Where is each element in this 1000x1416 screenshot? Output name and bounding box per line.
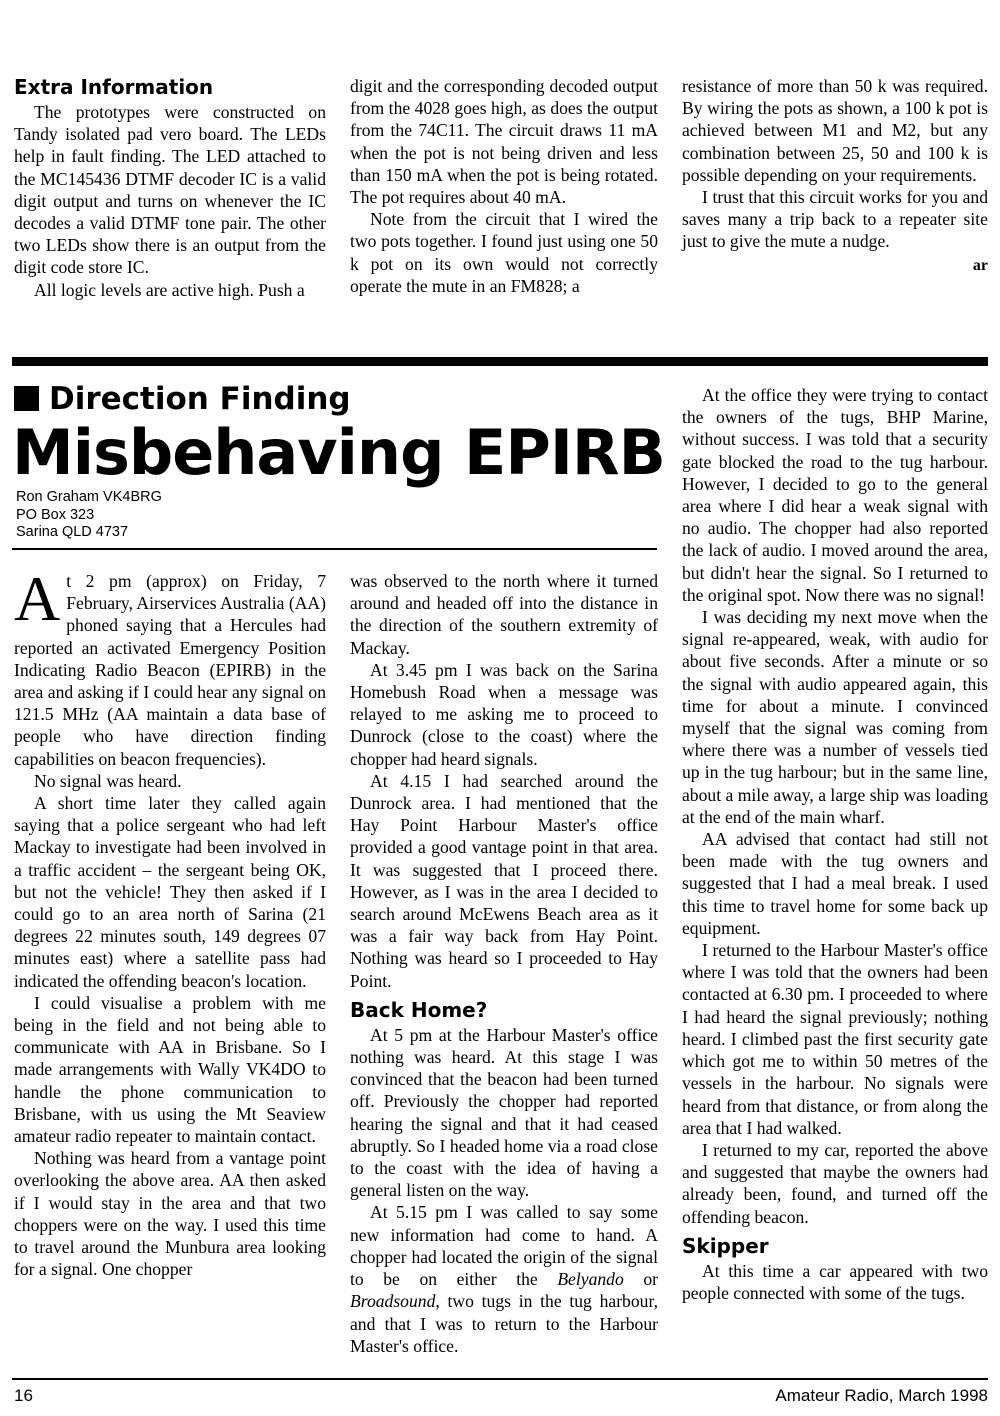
paragraph: All logic levels are active high. Push a: [34, 279, 305, 300]
paragraph: At 5 pm at the Harbour Master's office nothing was heard. At this stage I was convinced that the beacon had been turned off. Previously the chopper had reported hearing the signal and that it had ceased abruptly. So I headed home via a road close to the coast with the idea of having a general listen on the way.: [350, 1024, 658, 1201]
paragraph: I returned to my car, reported the above and suggested that maybe the owners had already been, found, and turned off the offending beacon.: [682, 1139, 988, 1227]
paragraph: At the office they were trying to contact the owners of the tugs, BHP Marine, without success. I was told that a security gate blocked the road to the tug harbour. However, I decided to go to the general area where I did hear a weak signal with no audio. The chopper had also reported the lack of audio. I moved around the area, but didn't hear the signal. So I returned to the original spot. Now there was no signal!: [682, 385, 988, 605]
publication-footer: Amateur Radio, March 1998: [775, 1386, 988, 1405]
page-number: 16: [14, 1386, 33, 1405]
kicker-text: Direction Finding: [49, 381, 351, 417]
tug-name: Belyando: [557, 1269, 624, 1290]
author-address: PO Box 323: [16, 506, 95, 523]
paragraph: I returned to the Harbour Master's office where I was told that the owners had been contacted at 6.30 pm. I proceeded to where I had heard the signal previously; nothing heard. I climbed past the first security gate which got me to within 50 metres of the vessels in the harbour. No signals were heard from that distance, or from along the area that I had walked.: [682, 940, 988, 1138]
paragraph: I was deciding my next move when the signal re-appeared, weak, with audio for about five seconds. After a minute or so the signal with audio appeared again, this time for about a minute. I convinced myself that the signal was coming from where there was a number of vessels tied up in the tug harbour; but in the same line, about a mile away, a large ship was loading at the end of the main wharf.: [682, 607, 988, 827]
paragraph: Nothing was heard from a vantage point overlooking the above area. AA then asked if I would stay in the area and that two choppers were on the way. I used this time to travel around the Munbura area looking for a signal. One chopper: [14, 1148, 326, 1280]
byline-rule: [12, 548, 657, 550]
skipper-subheading: Skipper: [682, 1233, 769, 1258]
top-column-3: [682, 75, 988, 277]
paragraph: Note from the circuit that I wired the two pots together. I found just using one 50 k pot on its own would not correctly operate the mute in an FM828; a: [350, 209, 658, 296]
paragraph: At this time a car appeared with two people connected with some of the tugs.: [682, 1260, 988, 1303]
article-column-3: [682, 384, 988, 1304]
paragraph: I could visualise a problem with me being in the field and not being able to communicate with AA in Brisbane. So I made arrangements with Wally VK4DO to handle the phone communication to Brisbane, with us using the Mt Seaview amateur radio repeater to maintain contact.: [14, 992, 326, 1147]
paragraph: A short time later they called again saying that a police sergeant who had left Mackay to investigate had been involved in a traffic accident – the sergeant being OK, but not the vehicle! They then asked if I could go to an area north of Sarina (21 degrees 22 minutes south, 149 degrees 07 minutes east) where a satellite pass had indicated the offending beacon's location.: [14, 793, 326, 991]
extra-information-heading: Extra Information: [14, 75, 214, 99]
paragraph: resistance of more than 50 k was required. By wiring the pots as shown, a 100 k pot is achieved between M1 and M2, but any combination between 25, 50 and 100 k is possible depending on your requirements.: [682, 76, 988, 185]
paragraph: At 3.45 pm I was back on the Sarina Homebush Road when a message was relayed to me asking me to proceed to Dunrock (close to the coast) where the chopper had heard signals.: [350, 659, 658, 769]
tug-name: Broadsound: [350, 1291, 436, 1312]
paragraph: At 4.15 I had searched around the Dunrock area. I had mentioned that the Hay Point Harbour Master's office provided a good vantage point in that area. It was suggested that I proceed there. However, as I was in the area I decided to search around McEwens Beach area as it was a fair way back from Hay Point. Nothing was heard so I proceeded to Hay Point.: [350, 770, 658, 991]
square-bullet-icon: [14, 386, 39, 411]
paragraph: AA advised that contact had still not been made with the tug owners and suggested that I had a meal break. I used this time to travel home for some back up equipment.: [682, 829, 988, 938]
article-column-2: [350, 570, 658, 1357]
paragraph: I trust that this circuit works for you and saves many a trip back to a repeater site just to give the mute a nudge.: [682, 187, 988, 252]
paragraph: At 5.15 pm I was called to say some new information had come to hand. A chopper had located the origin of the signal to be on either the Belyando or Broadsound, two tugs in the tug harbour, and that I was to return to the Harbour Master's office.: [350, 1202, 658, 1356]
end-mark: ar: [972, 256, 988, 274]
section-divider-rule: [12, 357, 988, 366]
paragraph: digit and the corresponding decoded output from the 4028 goes high, as does the output from the 74C11. The circuit draws 11 mA when the pot is not being driven and less than 150 mA when the pot is being rotated. The pot requires about 40 mA.: [350, 76, 658, 208]
paragraph: No signal was heard.: [34, 770, 182, 791]
author-location: Sarina QLD 4737: [16, 524, 129, 540]
drop-cap: A: [14, 563, 61, 634]
lead-paragraph: At 2 pm (approx) on Friday, 7 February, Airservices Australia (AA) phoned saying that a Hercules had reported an activated Emergency Position Indicating Radio Beacon (EPIRB) in the area and asking if I could hear any signal on 121.5 MHz (AA maintain a data base of people who have direction finding capabilities on beacon frequencies).: [14, 563, 326, 769]
author-name: Ron Graham VK4BRG: [16, 489, 162, 505]
paragraph: was observed to the north where it turned around and headed off into the distance in the direction of the southern extremity of Mackay.: [350, 571, 658, 658]
top-column-2: [350, 75, 658, 297]
back-home-subheading: Back Home?: [350, 997, 488, 1022]
article-title: Misbehaving EPIRB: [12, 416, 665, 489]
article-column-1: [14, 563, 326, 1281]
section-kicker: [14, 380, 351, 418]
top-column-1: [14, 75, 326, 301]
byline: [16, 489, 162, 542]
footer-rule: [12, 1378, 988, 1380]
paragraph: The prototypes were constructed on Tandy isolated pad vero board. The LEDs help in fault finding. The LED attached to the MC145436 DTMF decoder IC is a valid digit output and turns on whenever the IC decodes a valid DTMF tone pair. The other two LEDs show there is an output from the digit code store IC.: [14, 102, 326, 278]
